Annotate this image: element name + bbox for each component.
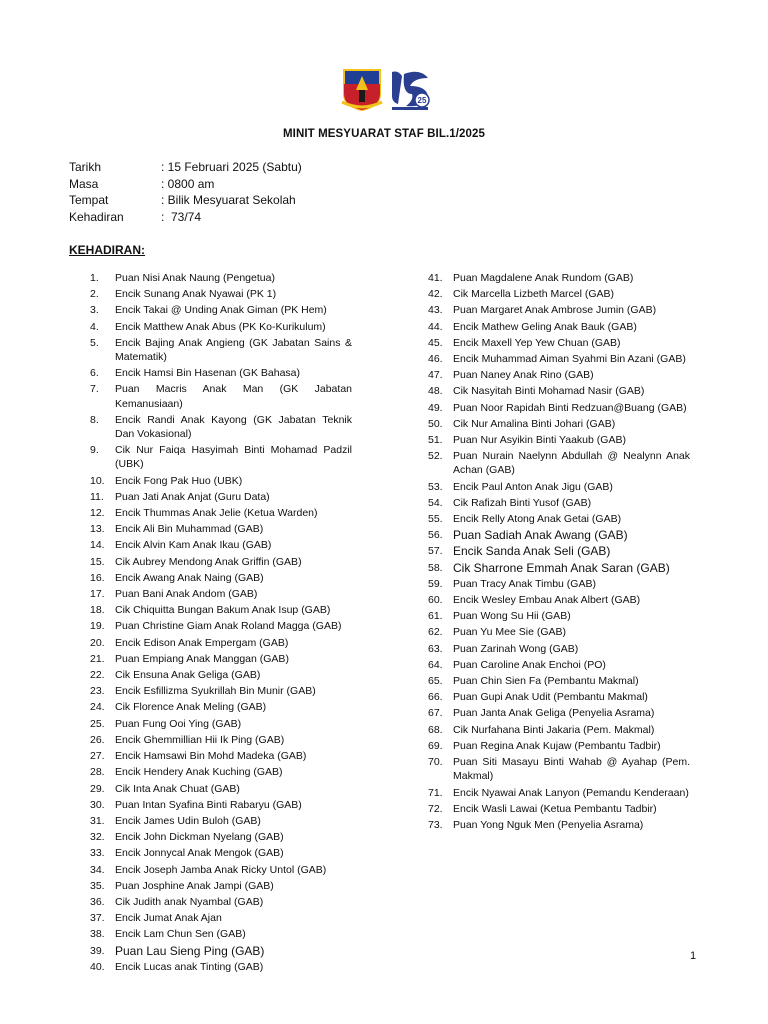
list-item: [428, 738, 690, 754]
list-item-name: Puan Bani Anak Andom (GAB): [115, 588, 258, 601]
list-item: [90, 862, 352, 878]
list-item: [90, 537, 352, 553]
list-item-number: 50.: [428, 417, 443, 430]
list-item-name: Cik Marcella Lizbeth Marcel (GAB): [453, 288, 615, 301]
list-item-number: 19.: [90, 620, 105, 633]
list-item-number: 28.: [90, 766, 105, 779]
list-item-name: Puan Noor Rapidah Binti Redzuan@Buang (GAB): [453, 401, 687, 414]
meta-value: : 15 Februari 2025 (Sabtu): [161, 160, 302, 174]
list-item-number: 67.: [428, 707, 443, 720]
list-item: [428, 576, 690, 592]
list-item-number: 60.: [428, 594, 443, 607]
list-item-number: 7.: [90, 383, 99, 396]
list-item-number: 65.: [428, 675, 443, 688]
list-item: [428, 319, 690, 335]
list-item-number: 59.: [428, 577, 443, 590]
list-item: [90, 813, 352, 829]
list-item: [90, 667, 352, 683]
meta-label: Tarikh: [69, 160, 102, 174]
list-item-name: Cik Sharrone Emmah Anak Saran (GAB): [453, 560, 670, 575]
list-item: [428, 817, 690, 833]
list-item-number: 9.: [90, 444, 99, 457]
list-item-name: Puan Jati Anak Anjat (Guru Data): [115, 490, 270, 503]
list-item: [90, 781, 352, 797]
list-item-number: 57.: [428, 545, 443, 558]
list-item-name: Encik Sunang Anak Nyawai (PK 1): [115, 288, 277, 301]
list-item: [90, 894, 352, 910]
list-item: [90, 716, 352, 732]
list-item: [90, 570, 352, 586]
list-item-number: 38.: [90, 928, 105, 941]
list-item: [90, 797, 352, 813]
list-item-name: Cik Nur Faiqa Hasyimah Binti Mohamad Padzil (UBK): [115, 444, 352, 471]
meta-value: : Bilik Mesyuarat Sekolah: [161, 193, 296, 207]
list-item: [428, 705, 690, 721]
list-item: [90, 845, 352, 861]
list-item: [428, 479, 690, 495]
list-item-number: 6.: [90, 367, 99, 380]
list-item: [428, 722, 690, 738]
meta-row-date: [69, 159, 302, 176]
list-item-number: 14.: [90, 539, 105, 552]
attendee-list-right: [428, 270, 690, 833]
page-title: MINIT MESYUARAT STAF BIL.1/2025: [282, 128, 486, 140]
list-item-number: 30.: [90, 798, 105, 811]
list-item-name: Cik Nur Amalina Binti Johari (GAB): [453, 417, 616, 430]
list-item: [90, 618, 352, 634]
list-item-name: Puan Regina Anak Kujaw (Pembantu Tadbir): [453, 739, 661, 752]
list-item: [90, 473, 352, 489]
list-item: [428, 335, 690, 351]
list-item-number: 15.: [90, 555, 105, 568]
meta-row-attendance: [69, 209, 302, 226]
list-item-name: Encik John Dickman Nyelang (GAB): [115, 831, 284, 844]
list-item-number: 8.: [90, 413, 99, 426]
list-item-name: Encik Thummas Anak Jelie (Ketua Warden): [115, 507, 318, 520]
list-item-number: 26.: [90, 733, 105, 746]
list-item-number: 70.: [428, 756, 443, 769]
list-item: [90, 335, 352, 365]
list-item-name: Encik Awang Anak Naing (GAB): [115, 571, 264, 584]
list-item: [90, 683, 352, 699]
list-item-number: 49.: [428, 401, 443, 414]
anniversary-logo: [392, 72, 429, 111]
list-item: [90, 910, 352, 926]
list-item-number: 32.: [90, 831, 105, 844]
list-item-name: Puan Macris Anak Man (GK Jabatan Kemanusiaan): [115, 383, 352, 410]
meta-row-time: [69, 176, 302, 193]
list-item-name: Encik Randi Anak Kayong (GK Jabatan Teknik Dan Vokasional): [115, 413, 352, 441]
list-item: [90, 554, 352, 570]
list-item: [90, 732, 352, 748]
list-item: [90, 521, 352, 537]
list-item: [90, 602, 352, 618]
list-item: [428, 689, 690, 705]
list-item-name: Encik Lucas anak Tinting (GAB): [115, 960, 264, 973]
list-item-name: Puan Naney Anak Rino (GAB): [453, 369, 594, 382]
list-item: [428, 543, 690, 559]
list-item-number: 22.: [90, 669, 105, 682]
list-item: [90, 764, 352, 780]
list-item-number: 13.: [90, 523, 105, 536]
list-item-name: Encik Muhammad Aiman Syahmi Bin Azani (GAB): [453, 353, 686, 366]
section-heading-attendance: KEHADIRAN:: [69, 243, 145, 257]
list-item-number: 54.: [428, 496, 443, 509]
list-item-name: Puan Nurain Naelynn Abdullah @ Nealynn Anak Achan (GAB): [453, 450, 690, 477]
list-item-name: Encik Ghemmillian Hii Ik Ping (GAB): [115, 733, 285, 746]
list-item: [90, 505, 352, 521]
list-item: [90, 302, 352, 318]
list-item-number: 10.: [90, 474, 105, 487]
list-item-number: 41.: [428, 272, 443, 284]
list-item-name: Encik Mathew Geling Anak Bauk (GAB): [453, 320, 637, 333]
list-item-name: Cik Rafizah Binti Yusof (GAB): [453, 496, 592, 509]
list-item: [90, 635, 352, 651]
list-item-name: Cik Florence Anak Meling (GAB): [115, 701, 267, 714]
list-item: [90, 829, 352, 845]
list-item-number: 42.: [428, 288, 443, 301]
list-item-number: 43.: [428, 304, 443, 317]
list-item: [90, 286, 352, 302]
list-item: [428, 527, 690, 543]
list-item-name: Encik Alvin Kam Anak Ikau (GAB): [115, 539, 272, 552]
attendee-list-left: [90, 270, 352, 975]
meta-value: : 0800 am: [161, 176, 215, 191]
list-item-name: Encik Hamsawi Bin Mohd Madeka (GAB): [115, 750, 307, 763]
list-item: [428, 641, 690, 657]
list-item-name: Encik Edison Anak Empergam (GAB): [115, 636, 289, 649]
list-item-number: 69.: [428, 739, 443, 752]
list-item-name: Encik Ali Bin Muhammad (GAB): [115, 523, 264, 536]
list-item: [90, 365, 352, 381]
list-item-name: Puan Janta Anak Geliga (Penyelia Asrama): [453, 707, 655, 720]
list-item-number: 24.: [90, 701, 105, 714]
list-item-number: 29.: [90, 782, 105, 795]
list-item-name: Puan Tracy Anak Timbu (GAB): [453, 577, 596, 590]
list-item-name: Encik Hendery Anak Kuching (GAB): [115, 766, 283, 779]
list-item-name: Cik Inta Anak Chuat (GAB): [115, 782, 240, 795]
list-item-name: Puan Margaret Anak Ambrose Jumin (GAB): [453, 304, 657, 317]
svg-text:25: 25: [417, 96, 427, 105]
list-item-name: Encik Nyawai Anak Lanyon (Pemandu Kenderaan): [453, 786, 689, 799]
list-item-number: 46.: [428, 353, 443, 366]
school-crest-logo: [342, 70, 382, 110]
list-item-name: Encik Sanda Anak Seli (GAB): [453, 544, 611, 559]
list-item-name: Encik Matthew Anak Abus (PK Ko-Kurikulum): [115, 320, 326, 333]
list-item: [90, 959, 352, 975]
list-item-number: 37.: [90, 912, 105, 925]
list-item-name: Encik Esfillizma Syukrillah Bin Munir (GAB): [115, 685, 316, 698]
list-item-name: Encik Jonnycal Anak Mengok (GAB): [115, 847, 284, 860]
list-item-name: Encik Joseph Jamba Anak Ricky Untol (GAB): [115, 863, 327, 876]
list-item-number: 18.: [90, 604, 105, 617]
list-item-number: 12.: [90, 507, 105, 520]
list-item-name: Cik Nasyitah Binti Mohamad Nasir (GAB): [453, 385, 645, 398]
meta-label: Masa: [69, 176, 99, 191]
list-item: [90, 442, 352, 472]
meta-value: : 73/74: [161, 209, 202, 224]
list-item: [428, 511, 690, 527]
list-item: [90, 381, 352, 411]
meta-label: Kehadiran: [69, 209, 124, 224]
list-item: [428, 657, 690, 673]
list-item-name: Puan Chin Sien Fa (Pembantu Makmal): [453, 675, 639, 688]
list-item-name: Puan Lau Sieng Ping (GAB): [115, 943, 265, 958]
list-item: [428, 448, 690, 478]
list-item-name: Puan Nur Asyikin Binti Yaakub (GAB): [453, 434, 626, 447]
list-item: [428, 286, 690, 302]
list-item-name: Puan Yu Mee Sie (GAB): [453, 626, 567, 639]
list-item-name: Puan Fung Ooi Ying (GAB): [115, 717, 242, 730]
list-item: [428, 400, 690, 416]
list-item: [428, 383, 690, 399]
list-item-name: Puan Christine Giam Anak Roland Magga (GAB): [115, 620, 342, 633]
list-item-number: 53.: [428, 480, 443, 493]
header-logos: [340, 68, 432, 112]
list-item-name: Puan Wong Su Hii (GAB): [453, 610, 571, 623]
list-item-number: 66.: [428, 691, 443, 704]
list-item-name: Cik Nurfahana Binti Jakaria (Pem. Makmal): [453, 723, 655, 736]
list-item-name: Encik Lam Chun Sen (GAB): [115, 928, 246, 941]
list-item-name: Puan Zarinah Wong (GAB): [453, 642, 579, 655]
list-item-number: 27.: [90, 750, 105, 763]
list-item-name: Encik Jumat Anak Ajan: [115, 912, 222, 925]
list-item: [428, 673, 690, 689]
list-item: [90, 878, 352, 894]
list-item: [428, 801, 690, 817]
list-item-name: Cik Judith anak Nyambal (GAB): [115, 895, 264, 908]
list-item-number: 17.: [90, 588, 105, 601]
list-item-number: 25.: [90, 717, 105, 730]
list-item: [428, 624, 690, 640]
list-item-name: Puan Caroline Anak Enchoi (PO): [453, 658, 606, 671]
list-item-number: 55.: [428, 513, 443, 526]
list-item-name: Cik Ensuna Anak Geliga (GAB): [115, 669, 261, 682]
list-item: [428, 754, 690, 784]
list-item-number: 35.: [90, 879, 105, 892]
meeting-details: [69, 159, 302, 225]
list-item-number: 11.: [90, 490, 104, 503]
list-item-number: 3.: [90, 304, 99, 317]
list-item-name: Puan Siti Masayu Binti Wahab @ Ayahap (Pem. Makmal): [453, 756, 690, 783]
list-item-number: 33.: [90, 847, 105, 860]
list-item-number: 51.: [428, 434, 443, 447]
list-item-name: Puan Intan Syafina Binti Rabaryu (GAB): [115, 798, 302, 811]
list-item-number: 21.: [90, 652, 105, 665]
school-logos: [340, 68, 432, 112]
list-item: [428, 608, 690, 624]
list-item-name: Puan Empiang Anak Manggan (GAB): [115, 652, 289, 665]
list-item-number: 34.: [90, 863, 105, 876]
list-item-number: 61.: [428, 610, 443, 623]
list-item-number: 40.: [90, 960, 105, 973]
list-item-number: 52.: [428, 450, 443, 463]
list-item: [428, 785, 690, 801]
list-item: [428, 560, 690, 576]
list-item-number: 16.: [90, 571, 105, 584]
list-item-number: 44.: [428, 320, 443, 333]
list-item-number: 47.: [428, 369, 443, 382]
list-item-name: Puan Yong Nguk Men (Penyelia Asrama): [453, 818, 644, 831]
list-item-number: 31.: [90, 814, 105, 827]
list-item-number: 48.: [428, 385, 443, 398]
list-item-number: 5.: [90, 336, 99, 349]
list-item-name: Encik Hamsi Bin Hasenan (GK Bahasa): [115, 367, 300, 380]
page-number: 1: [690, 950, 697, 962]
list-item-number: 20.: [90, 636, 105, 649]
list-item-number: 2.: [90, 288, 99, 301]
list-item: [90, 699, 352, 715]
list-item: [428, 367, 690, 383]
list-item-number: 72.: [428, 802, 443, 815]
list-item-number: 23.: [90, 685, 105, 698]
list-item-name: Encik Wasli Lawai (Ketua Pembantu Tadbir): [453, 802, 657, 815]
list-item: [90, 651, 352, 667]
list-item-number: 64.: [428, 658, 443, 671]
list-item-name: Encik Bajing Anak Angieng (GK Jabatan Sains & Matematik): [115, 336, 352, 364]
meta-row-place: [69, 192, 302, 209]
list-item: [90, 412, 352, 442]
list-item: [90, 748, 352, 764]
list-item-number: 71.: [428, 786, 443, 799]
list-item-number: 73.: [428, 818, 443, 831]
list-item: [90, 586, 352, 602]
list-item: [428, 592, 690, 608]
list-item: [428, 416, 690, 432]
list-item-name: Puan Gupi Anak Udit (Pembantu Makmal): [453, 691, 648, 704]
list-item-number: 68.: [428, 723, 443, 736]
list-item-name: Puan Josphine Anak Jampi (GAB): [115, 879, 274, 892]
list-item-number: 62.: [428, 626, 443, 639]
list-item: [428, 270, 690, 286]
list-item-name: Encik James Udin Buloh (GAB): [115, 814, 261, 827]
list-item-name: Cik Aubrey Mendong Anak Griffin (GAB): [115, 555, 302, 568]
list-item-name: Encik Maxell Yep Yew Chuan (GAB): [453, 336, 621, 349]
list-item-name: Cik Chiquitta Bungan Bakum Anak Isup (GAB): [115, 604, 331, 617]
list-item-number: 63.: [428, 642, 443, 655]
list-item: [428, 351, 690, 367]
list-item: [90, 270, 352, 286]
list-item-number: 45.: [428, 336, 443, 349]
list-item-number: 56.: [428, 529, 443, 542]
list-item-number: 1.: [90, 272, 99, 284]
list-item-name: Encik Takai @ Unding Anak Giman (PK Hem): [115, 304, 327, 317]
list-item-name: Puan Sadiah Anak Awang (GAB): [453, 528, 628, 543]
list-item-name: Puan Nisi Anak Naung (Pengetua): [115, 272, 275, 284]
list-item: [90, 926, 352, 942]
list-item-name: Encik Paul Anton Anak Jigu (GAB): [453, 480, 613, 493]
meta-label: Tempat: [69, 193, 109, 207]
list-item-number: 36.: [90, 895, 105, 908]
list-item-name: Encik Relly Atong Anak Getai (GAB): [453, 513, 622, 526]
list-item: [428, 432, 690, 448]
list-item: [90, 489, 352, 505]
list-item: [90, 943, 352, 959]
list-item-name: Encik Fong Pak Huo (UBK): [115, 474, 243, 487]
list-item-number: 4.: [90, 320, 99, 333]
list-item-name: Encik Wesley Embau Anak Albert (GAB): [453, 594, 641, 607]
list-item: [90, 319, 352, 335]
list-item: [428, 302, 690, 318]
list-item: [428, 495, 690, 511]
list-item-number: 58.: [428, 561, 443, 574]
list-item-number: 39.: [90, 944, 105, 957]
list-item-name: Puan Magdalene Anak Rundom (GAB): [453, 272, 634, 284]
